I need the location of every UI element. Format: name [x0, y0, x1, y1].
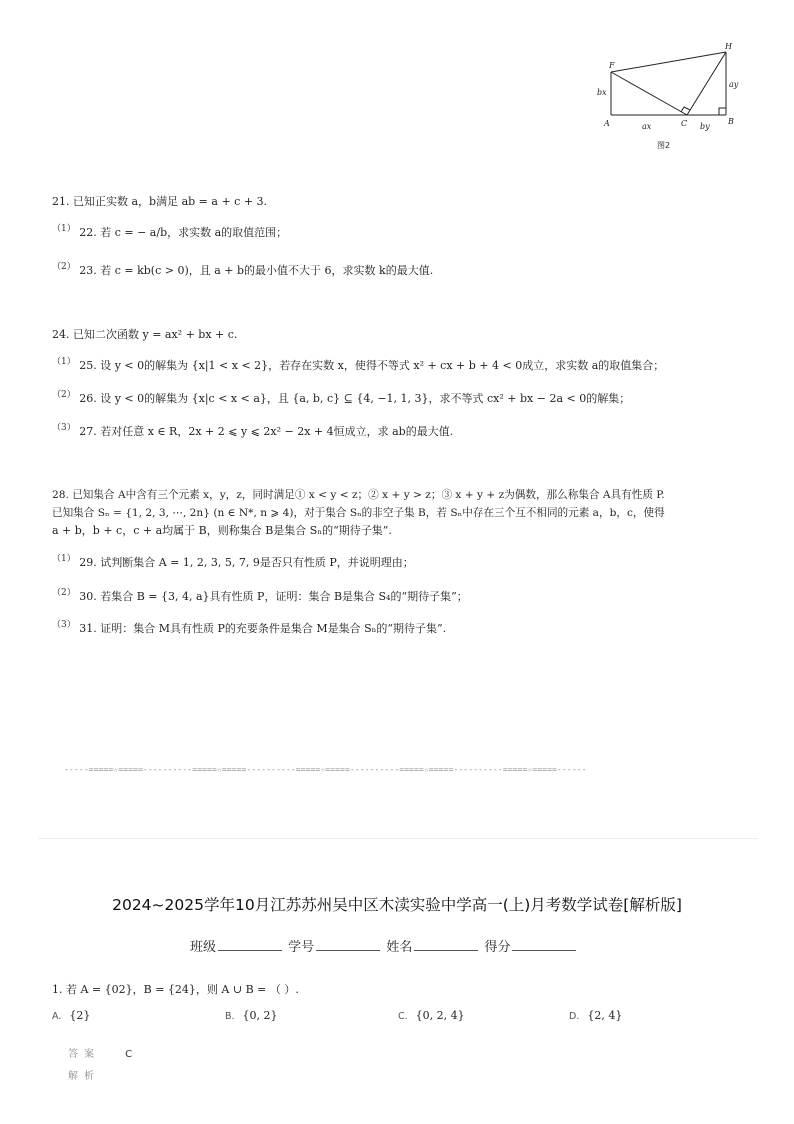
option-b-letter: B.: [225, 1011, 235, 1022]
question-23-row: [52, 264, 433, 279]
question-24-stem: 24. 已知二次函数 y = ax² + bx + c.: [52, 328, 238, 341]
question-28-line-1: 28. 已知集合 A中含有三个元素 x，y，z，同时满足① x < y < z；② x + y > z；③ x + y + z为偶数，那么称集合 A具有性质 P.: [52, 489, 665, 501]
label-a: A: [604, 119, 610, 128]
answer-label: 答案: [68, 1049, 100, 1060]
part-mark: （1）: [52, 554, 76, 564]
answer-row: [68, 1042, 132, 1061]
part-mark: （2）: [52, 262, 76, 272]
label-by: by: [700, 122, 710, 131]
label-b: B: [728, 117, 734, 126]
question-26-text: 26. 设 y < 0的解集为 {x|c < x < a}，且 {a, b, c} ⊆ {4, −1, 1, 3}，求不等式 cx² + bx − 2a < 0的解集；: [79, 392, 631, 405]
question-30-text: 30. 若集合 B = {3, 4, a}具有性质 P，证明：集合 B是集合 S₄的“期待子集”；: [79, 590, 468, 603]
label-f: F: [609, 61, 615, 70]
question-25-row: [52, 359, 664, 374]
student-id-blank[interactable]: [316, 940, 380, 951]
option-c-value: {0, 2, 4}: [415, 1009, 465, 1022]
question-28-line-3: a + b，b + c，c + a均属于 B，则称集合 B是集合 Sₙ的“期待子集”.: [52, 524, 392, 537]
part-mark: （3）: [52, 620, 76, 630]
exam-title: 2024~2025学年10月江苏苏州吴中区木渎实验中学高一(上)月考数学试卷[解析版]: [112, 896, 682, 914]
name-blank[interactable]: [414, 940, 478, 951]
question-29-row: [52, 556, 414, 571]
analysis-label: 解析: [68, 1071, 100, 1082]
part-mark: （3）: [52, 423, 76, 433]
question-22-text: 22. 若 c = − a/b，求实数 a的取值范围；: [79, 226, 288, 239]
question-31-text: 31. 证明：集合 M具有性质 P的充要条件是集合 M是集合 Sₙ的“期待子集”.: [79, 622, 447, 635]
option-a[interactable]: [52, 1009, 90, 1022]
right-angle-c: [681, 107, 690, 112]
option-a-letter: A.: [52, 1011, 62, 1022]
class-label: 班级: [190, 940, 217, 955]
label-ax: ax: [642, 122, 652, 131]
class-blank[interactable]: [218, 940, 282, 951]
name-label: 姓名: [386, 940, 413, 955]
question-22-row: [52, 226, 287, 241]
question-27-row: [52, 425, 453, 440]
option-c-letter: C.: [398, 1011, 408, 1022]
question-25-text: 25. 设 y < 0的解集为 {x|1 < x < 2}，若存在实数 x，使得不等式 x² + cx + b + 4 < 0成立，求实数 a的取值集合；: [79, 359, 665, 372]
part-mark: （1）: [52, 357, 76, 367]
segment-fc: [611, 72, 687, 115]
question-23-text: 23. 若 c = kb(c > 0)，且 a + b的最小值不大于 6，求实数 k的最大值.: [79, 264, 434, 277]
option-d-value: {2, 4}: [587, 1009, 623, 1022]
figure-caption: 图2: [657, 141, 671, 150]
option-b[interactable]: [225, 1009, 278, 1022]
label-bx: bx: [597, 88, 607, 97]
part-mark: （2）: [52, 588, 76, 598]
question-31-row: [52, 622, 446, 637]
question-1-stem: 1. 若 A = {02}，B = {24}，则 A ∪ B = （ ）.: [52, 983, 299, 996]
option-d[interactable]: [569, 1009, 622, 1022]
question-26-row: [52, 392, 630, 407]
segment-ch: [687, 52, 726, 115]
label-ay: ay: [729, 80, 739, 89]
page-separator: -----=====☆=====----------=====☆=====----------=====☆=====----------=====☆=====----------=====☆=====------: [64, 764, 587, 774]
student-id-label: 学号: [288, 940, 315, 955]
right-angle-b: [719, 108, 726, 115]
label-c: C: [681, 119, 688, 128]
option-b-value: {0, 2}: [242, 1009, 278, 1022]
option-c[interactable]: [398, 1009, 465, 1022]
question-30-row: [52, 590, 468, 605]
option-a-value: {2}: [69, 1009, 91, 1022]
part-mark: （1）: [52, 224, 76, 234]
question-27-text: 27. 若对任意 x ∈ R，2x + 2 ⩽ y ⩽ 2x² − 2x + 4恒成立，求 ab的最大值.: [79, 425, 454, 438]
student-info-row: [190, 936, 578, 955]
label-h: H: [725, 42, 732, 51]
segment-fh: [611, 52, 726, 72]
score-label: 得分: [484, 940, 511, 955]
question-28-line-2: 已知集合 Sₙ = {1, 2, 3, ⋯, 2n} (n ∈ N*, n ⩾ 4)，对于集合 Sₙ的非空子集 B，若 Sₙ中存在三个互不相同的元素 a，b，c，使得: [52, 507, 665, 519]
page-divider: [38, 838, 758, 839]
answer-value: C: [125, 1049, 133, 1060]
option-d-letter: D.: [569, 1011, 580, 1022]
geometry-figure: [592, 40, 752, 158]
question-21-stem: 21. 已知正实数 a，b满足 ab = a + c + 3.: [52, 195, 268, 208]
score-blank[interactable]: [512, 940, 576, 951]
question-29-text: 29. 试判断集合 A = 1, 2, 3, 5, 7, 9是否只有性质 P，并说明理由；: [79, 556, 414, 569]
part-mark: （2）: [52, 390, 76, 400]
